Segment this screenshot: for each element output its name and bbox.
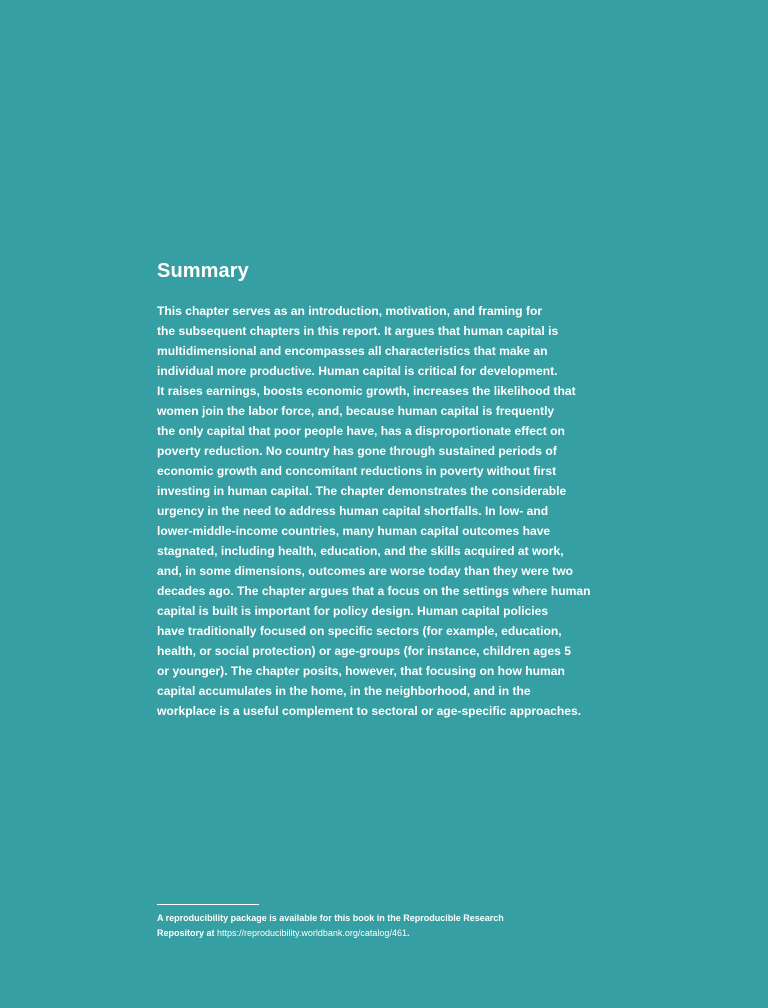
footnote-line: [157, 926, 577, 941]
footnote-prefix: Repository at: [157, 928, 218, 938]
summary-line: have traditionally focused on specific sectors (for example, education,: [157, 624, 562, 638]
summary-line: women join the labor force, and, because human capital is frequently: [157, 404, 555, 418]
summary-line: capital is built is important for policy design. Human capital policies: [157, 604, 549, 618]
footnote: [157, 911, 577, 941]
summary-line: or younger). The chapter posits, however, that focusing on how human: [157, 664, 565, 678]
footnote-line: A reproducibility package is available for this book in the Reproducible Research: [157, 913, 504, 923]
summary-line: stagnated, including health, education, and the skills acquired at work,: [157, 544, 564, 558]
summary-line: the only capital that poor people have, has a disproportionate effect on: [157, 424, 565, 438]
summary-line: multidimensional and encompasses all characteristics that make an: [157, 344, 548, 358]
summary-line: decades ago. The chapter argues that a focus on the settings where human: [157, 584, 591, 598]
summary-line: capital accumulates in the home, in the neighborhood, and in the: [157, 684, 531, 698]
summary-line: poverty reduction. No country has gone through sustained periods of: [157, 444, 557, 458]
summary-line: urgency in the need to address human capital shortfalls. In low- and: [157, 504, 549, 518]
summary-line: economic growth and concomitant reductions in poverty without first: [157, 464, 557, 478]
summary-line: the subsequent chapters in this report. It argues that human capital is: [157, 324, 559, 338]
summary-line: and, in some dimensions, outcomes are worse today than they were two: [157, 564, 573, 578]
summary-line: It raises earnings, boosts economic growth, increases the likelihood that: [157, 384, 576, 398]
footnote-divider: [157, 904, 259, 905]
summary-line: health, or social protection) or age-groups (for instance, children ages 5: [157, 644, 571, 658]
summary-line: lower-middle-income countries, many human capital outcomes have: [157, 524, 551, 538]
summary-line: investing in human capital. The chapter demonstrates the considerable: [157, 484, 567, 498]
summary-line: workplace is a useful complement to sectoral or age-specific approaches.: [157, 704, 582, 718]
summary-line: individual more productive. Human capital is critical for development.: [157, 364, 558, 378]
footnote-suffix: .: [406, 928, 410, 938]
repository-link[interactable]: https://reproducibility.worldbank.org/catalog/461: [217, 928, 407, 938]
summary-section: [157, 259, 627, 721]
summary-paragraph: [157, 301, 627, 721]
summary-line: This chapter serves as an introduction, motivation, and framing for: [157, 304, 543, 318]
summary-heading: Summary: [157, 260, 249, 282]
